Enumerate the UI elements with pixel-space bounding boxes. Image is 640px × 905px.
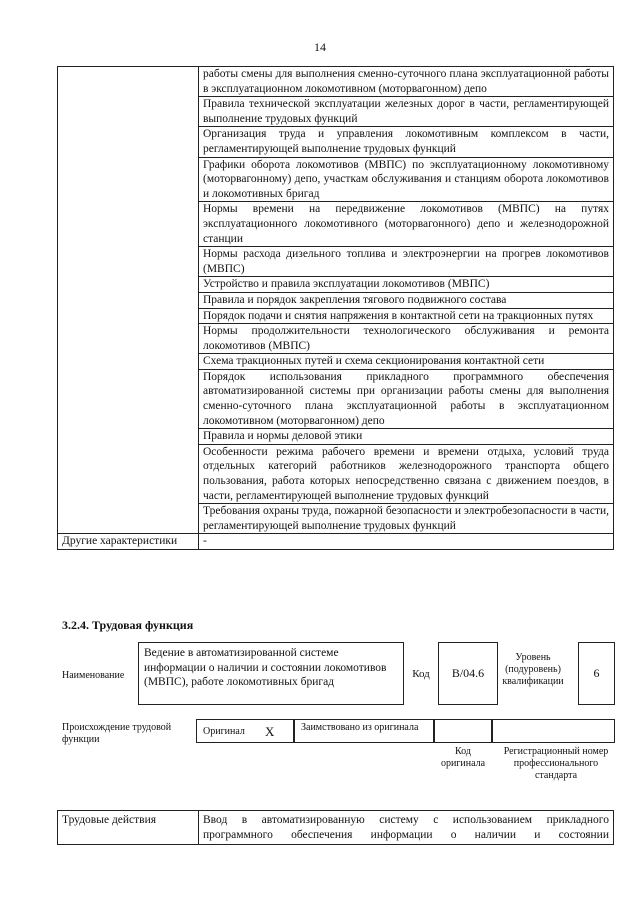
requirement-item: Организация труда и управления локомотивным комплексом в части, регламентирующей выполнение трудовых функций: [199, 127, 614, 157]
requirement-item: Графики оборота локомотивов (МВПС) по эксплуатационному локомотивному (моторвагонному) депо, участкам обслуживания и станциям оборота локомотивов и локомотивных бригад: [199, 157, 614, 202]
other-characteristics-label: Другие характеристики: [58, 534, 199, 550]
requirement-item: Правила технической эксплуатации железных дорог в части, регламентирующей выполнение трудовых функций: [199, 97, 614, 127]
table-row: [58, 534, 614, 550]
other-characteristics-value: -: [199, 534, 614, 550]
function-code: B/04.6: [438, 642, 498, 705]
row-label-empty: [58, 67, 199, 534]
requirement-item: Порядок подачи и снятия напряжения в контактной сети на тракционных путях: [199, 308, 614, 324]
requirement-item: Устройство и правила эксплуатации локомотивов (МВПС): [199, 277, 614, 293]
function-name: Ведение в автоматизированной системе информации о наличии и состоянии локомотивов (МВПС), работе локомотивных бригад: [138, 642, 404, 705]
requirement-item: Схема тракционных путей и схема секционирования контактной сети: [199, 354, 614, 370]
requirement-item: Правила и нормы деловой этики: [199, 429, 614, 445]
requirement-item: Нормы времени на передвижение локомотивов (МВПС) на путях эксплуатационного локомотивного (моторвагонного) депо и железнодорожной станции: [199, 202, 614, 247]
requirement-item: Нормы расхода дизельного топлива и электроэнергии на прогрев локомотивов (МВПС): [199, 247, 614, 277]
requirement-item: Порядок использования прикладного программного обеспечения автоматизированной системы при организации работы смены для выполнения сменно-суточного плана эксплуатационной работы в эксплуатационном локомотивном (моторвагонном) депо: [199, 369, 614, 428]
requirement-item: Особенности режима рабочего времени и времени отдыха, условий труда отдельных категорий работников железнодорожного транспорта общего пользования, работа которых непосредственно связана с движением поездов, в части, регламентирующей выполнение трудовых функций: [199, 444, 614, 503]
original-label: Оригинал: [203, 726, 245, 737]
requirement-item: Нормы продолжительности технологического обслуживания и ремонта локомотивов (МВПС): [199, 324, 614, 354]
requirement-item: работы смены для выполнения сменно-суточного плана эксплуатационной работы в эксплуатационном локомотивном (моторвагонном) депо: [199, 67, 614, 97]
labor-actions-text: Ввод в автоматизированную систему с использованием прикладного программного обеспечения информации о наличии и состоянии: [199, 811, 614, 845]
origin-label: Происхождение трудовой функции: [62, 722, 172, 745]
original-cell: [196, 719, 294, 743]
original-code-caption: Код оригинала: [440, 746, 486, 769]
table-row: [58, 67, 614, 97]
section-heading: 3.2.4. Трудовая функция: [62, 618, 194, 632]
page-number: 14: [314, 40, 326, 54]
code-label: Код: [412, 667, 430, 680]
borrowed-cell: Заимствовано из оригинала: [294, 719, 434, 743]
requirements-table: [57, 66, 614, 550]
labor-actions-table: [57, 810, 614, 845]
requirement-item: Правила и порядок закрепления тягового подвижного состава: [199, 292, 614, 308]
registration-number-cell: [492, 719, 615, 743]
original-code-cell: [434, 719, 492, 743]
original-mark: X: [265, 724, 275, 739]
name-label: Наименование: [62, 670, 125, 681]
labor-actions-label: Трудовые действия: [58, 811, 199, 845]
requirement-item: Требования охраны труда, пожарной безопасности и электробезопасности в части, регламентирующей выполнение трудовых функций: [199, 504, 614, 534]
level-label: Уровень (подуровень) квалификации: [502, 652, 564, 687]
table-row: [58, 811, 614, 845]
registration-number-caption: Регистрационный номер профессионального стандарта: [503, 746, 609, 781]
qualification-level: 6: [578, 642, 615, 705]
